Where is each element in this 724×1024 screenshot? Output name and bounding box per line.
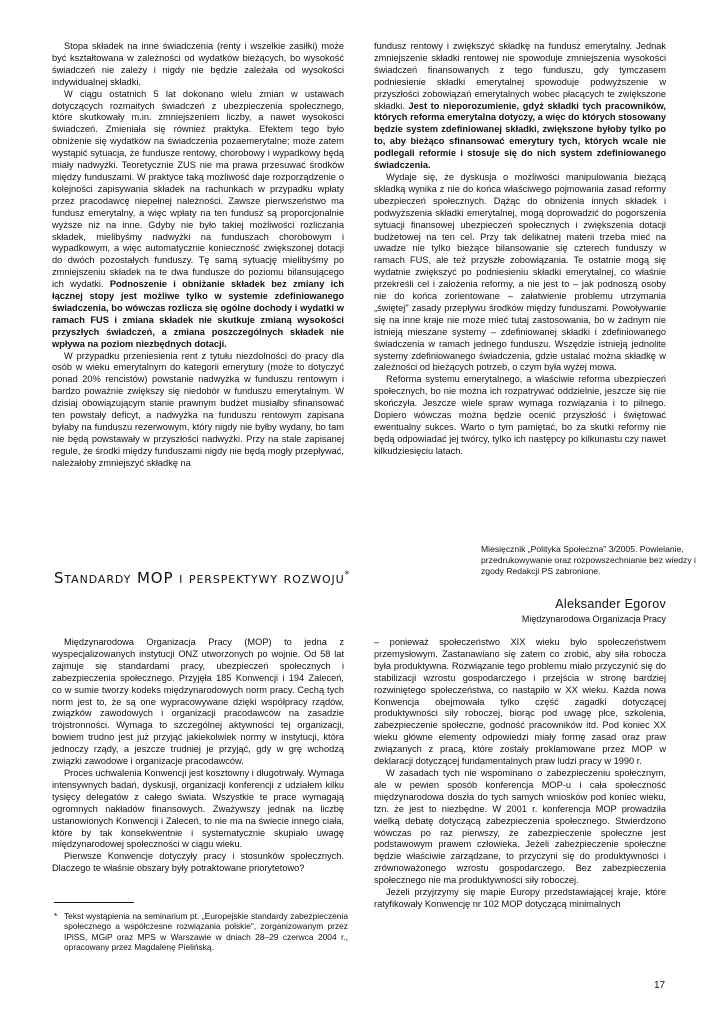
footnote-rule [54, 902, 134, 903]
title-footnote-mark: * [344, 570, 351, 580]
footnote-text: Tekst wystąpienia na seminarium pt. „Europejskie standardy zabezpieczenia społecznego a współczesne rozwiązania polskie", zorganizowanym przez IPiSS, MGiP oraz MPS w Warszawie w dniach 28–29 czerwca 2004 r., opracowany przez Magdalenę Pielińską. [64, 911, 348, 953]
paragraph [374, 41, 666, 172]
paragraph: W zasadach tych nie wspominano o zabezpieczeniu społecznym, ale w pewien sposób konferencja MOP-u i cała społeczność międzynarodowa doszła do tych samych wniosków pod koniec wieku, tzn. że jest to niezbędne. W 2001 r. konferencja MOP prowadziła wielką debatę dotyczącą zabezpieczenia społecznego. Stwierdzono wówczas po raz pierwszy, że zabezpieczenie społeczne jest podstawowym prawem człowieka. Jeżeli zabezpieczenie społeczne będzie właściwie zarządzane, to przyczyni się do produktywności i zrównoważonego wzrostu gospodarczego. Bez zabezpieczenia społecznego nie ma produktywności siły roboczej. [374, 767, 666, 886]
text-run: W ciągu ostatnich 5 lat dokonano wielu zmian w ustawach dotyczących rozmaitych świadczeń z ubezpieczenia społecznego, które skutkowały m.in. zmniejszeniem liczby, a nawet wysokości świadczeń. Zmieniała się również praktyka. Efektem tego było obniżenie się wydatków na świadczenia pozaemerytalne; może zatem wystąpić sytuacja, że fundusze rentowy, chorobowy i wypadkowy będą miały nadwyżki. Teoretycznie ZUS nie ma prawa przesuwać środków między funduszami. W praktyce taką możliwość daje rozporządzenie o kolejności zapisywania składek na rachunkach w przypadku wpłaty przez pracodawcę niepełnej należności. Zawsze pierwszeństwo ma fundusz emerytalny, a więc wpłaty na ten fundusz są proporcjonalnie wyższe niż na inne. Gdyby nie było takiej możliwości rozliczania składek, mielibyśmy nadwyżki na funduszach chorobowym i wypadkowym, a więc automatycznie konieczność zwiększonej dotacji do dwóch pozostałych funduszy. Tę samą sytuację mielibyśmy po zmniejszeniu składek na te dwa fundusze do poziomu bilansującego ich wydatki. [52, 88, 344, 290]
column-bottom-left [52, 637, 344, 875]
article-title-text: Standardy MOP i perspektywy rozwoju [54, 569, 345, 587]
paragraph [52, 89, 344, 351]
paragraph: Proces uchwalenia Konwencji jest kosztowny i długotrwały. Wymaga intensywnych badań, dyskusji, organizacji konferencji z udziałem kilku tysięcy delegatów z całego świata. Wszystkie te prace wymagają ogromnych nakładów finansowych. Zważywszy jednak na liczbę ustanowionych Konwencji i Zaleceń, to nie ma na świecie innego ciała, które by tak konsekwentnie i systematycznie skupiało uwagę międzynarodowej społeczności w ciągu wieku. [52, 767, 344, 850]
column-top-left [52, 41, 344, 470]
footnote [54, 911, 348, 953]
text-run: fundusz rentowy i zwiększyć składkę na fundusz emerytalny. Jednak zmniejszenie składki rentowej nie spowoduje zmniejszenia wysokości świadczeń finansowanych z tego funduszu, gdy tymczasem podniesienie składki emerytalnej spowoduje podwyższenie w przyszłości zobowiązań emerytalnych wobec płacących te zwiększone składki. [374, 41, 666, 111]
paragraph: Stopa składek na inne świadczenia (renty i wszelkie zasiłki) może być kształtowana w zależności od wydatków bieżących, bo wysokość świadczeń nie zależy i nigdy nie będzie zależała od wysokości indywidualnej składki. [52, 41, 344, 87]
author-name: Aleksander Egorov [555, 597, 666, 611]
bold-text-run: Jest to nieporozumienie, gdyż składki tych pracowników, których reforma emerytalna dotyczy, a więc do których stosowany będzie system zdefiniowanej składki, zwiększone byłoby tylko po to, aby bieżąco sfinansować emerytury tych, których wcale nie podlegali reformie i stosuje się do nich system zdefiniowanego świadczenia. [374, 100, 666, 171]
footnote-mark: * [54, 911, 58, 921]
column-bottom-right [374, 637, 666, 911]
bold-text-run: Podnoszenie i obniżanie składek bez zmiany ich łącznej stopy jest możliwe tylko w systemie zdefiniowanego świadczenia, bo wówczas rozlicza się ogólne dochody i wydatki w ramach FUS i zmiana składek nie skutkuje zmianą wysokości przyszłych świadczeń, a zmiana poszczególnych składek nie wpływa na poziom niezbędnych dotacji. [52, 279, 345, 349]
paragraph: Pierwsze Konwencje dotyczyły pracy i stosunków społecznych. Dlaczego te właśnie obszary były potraktowane priorytetowo? [52, 851, 344, 874]
source-note: Miesięcznik „Polityka Społeczna" 3/2005. Powielanie, przedrukowywanie oraz rozpowszechnianie bez wiedzy i zgody Redakcji PS zabronione. [481, 544, 696, 576]
column-top-right [374, 41, 666, 458]
paragraph: Międzynarodowa Organizacja Pracy (MOP) to jedna z wyspecjalizowanych instytucji ONZ utworzonych po wojnie. Od 58 lat zajmuje się standardami pracy, ubezpieczeń społecznych i zabezpieczenia społecznego. Przyjęła 185 Konwencji i 194 Zaleceń, co w sumie tworzy kodeks międzynarodowych norm pracy. Cechą tych norm jest to, że są one wypracowywane dzięki współpracy rządów, związków zawodowych i organizacji pracodawców na zasadzie trójstronności. Wymaga to szczególnej aktywności tej organizacji, bowiem trudno jest już przyjąć jakiekolwiek normy w instytucji, która jednoczy rządy, a jeszcze trudniej je przyjąć, gdy w grę wchodzą związki zawodowe i organizacje pracodawców. [52, 637, 344, 767]
paragraph: Jeżeli przyjrzymy się mapie Europy przedstawiającej kraje, które ratyfikowały Konwencję nr 102 MOP dotyczącą minimalnych [374, 887, 666, 909]
author-affiliation: Międzynarodowa Organizacja Pracy [521, 614, 666, 624]
article-title [54, 569, 350, 587]
paragraph: Wydaje się, że dyskusja o możliwości manipulowania bieżącą składką wynika z nie do końca właściwego pojmowania zasad reformy ubezpieczeń społecznych. Dążąc do obniżenia innych składek i podwyższenia składki emerytalnej, mogą doprowadzić do pogorszenia sytuacji finansowej ubezpieczeń społecznych i zwiększenia dotacji budżetowej na ten cel. Przy tak delikatnej materii trzeba mieć na uwadze nie tylko bieżące bilansowanie się czterech funduszy w ramach FUS, ale też przyszłe zobowiązania. Te ostatnie mogą się wydatnie zwiększyć po podniesieniu składki emerytalnej, co właśnie przekreśli cel i założenia reformy, a nie jest to – jak podnoszą osoby nie do końca zorientowane – załatwienie problemu utrzymania „świętej" zasady przepływu środków między funduszami. Powoływanie się na inne kraje nie może mieć tutaj zastosowania, bo w żadnym nie istnieją mieszane systemy – zdefiniowanej składki i zdefiniowanego świadczenia w ramach jednego funduszu. Wszędzie istnieją jednolite systemy zdefiniowanego świadczenia, gdzie ustalać można składkę w zależności od bieżących potrzeb, o czym była wyżej mowa. [374, 171, 666, 373]
page-number: 17 [654, 980, 666, 991]
paragraph: W przypadku przeniesienia rent z tytułu niezdolności do pracy dla osób w wieku emerytalnym do kategorii emerytury (może to dotyczyć ponad 20% rencistów) powstanie nadwyżka w funduszu rentowym i bardzo poważnie zwiększy się niedobór w funduszu emerytalnym. W dzisiaj obowiązującym stanie prawnym budżet musiałby sfinansować ten powstały deficyt, a nadwyżka na funduszu rentowym zapisana byłaby na funduszu rezerwowym, który nigdy nie byłby wydany, bo tam nie będą powstawały w przyszłości nadwyżki. Przy na stale zapisanej regule, że środki między funduszami nigdy nie będą mogły przepływać, należałoby zmniejszyć składkę na [52, 350, 344, 468]
paragraph: – ponieważ społeczeństwo XIX wieku było społeczeństwem przemysłowym. Zastanawiano się zatem co zrobić, aby siła robocza była produktywna. Rozwiązanie tego problemu miało przyczynić się do stabilizacji wzrostu gospodarczego i przejścia w stronę bardziej rozwiniętego społeczeństwa, co nastąpiło w XX wieku. Każda nowa Konwencja obejmowała tylko część zagadki dotyczącej produktywności siły roboczej, biorąc pod uwagę płce, szkolenia, zabezpieczenie społeczne, godność pracowników itd. Pod koniec XX wieku główne elementy odpowiedzi miały formę zasad oraz praw związanych z pracą, które zostały proklamowane przez MOP w deklaracji dotyczącej fundamentalnych praw ludzi pracy w 1990 r. [374, 637, 666, 767]
paragraph: Reforma systemu emerytalnego, a właściwie reforma ubezpieczeń społecznych, bo nie można ich rozpatrywać oddzielnie, jeszcze się nie skończyła. Jeszcze wiele spraw wymaga rozwiązania i to pilnego. Dopiero wówczas można będzie ocenić przyszłość i świętować ewentualny sukces. Warto o tym pamiętać, bo za skutki reformy nie będą odpowiadać jej twórcy, tylko ich następcy po kilkunastu czy nawet kilkudziesięciu latach. [374, 374, 666, 456]
